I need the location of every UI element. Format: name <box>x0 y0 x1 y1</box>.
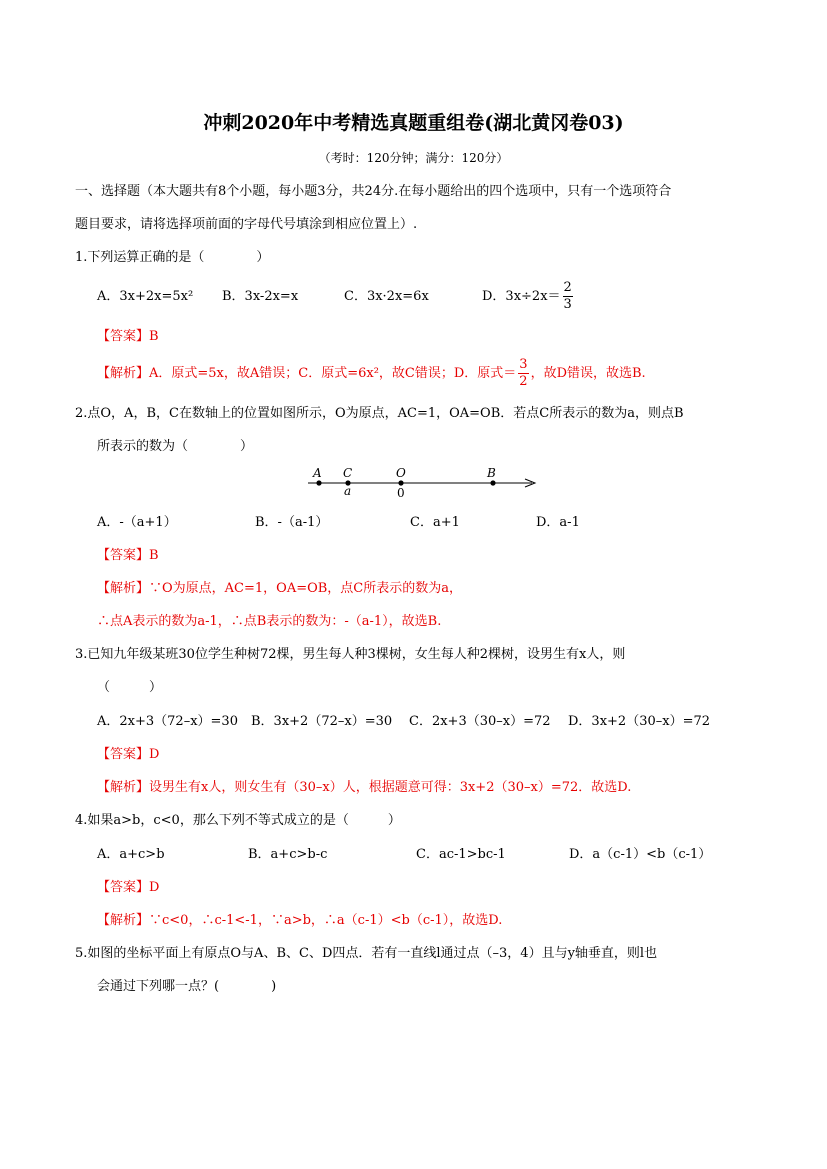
q3-option-b: B．3x+2（72–x）=30 <box>251 714 393 729</box>
fraction-numerator: 2 <box>563 280 572 295</box>
q1-option-a: A．3x+2x=5x² <box>97 289 194 304</box>
number-line-figure <box>300 462 550 502</box>
point-c-label: C <box>343 466 353 480</box>
q3-analysis: 【解析】设男生有x人，则女生有（30–x）人，根据题意可得：3x+2（30–x）=72．故选D. <box>97 780 632 795</box>
point-o-label: O <box>396 466 406 480</box>
q1-option-d-text: D．3x÷2x＝ <box>482 289 561 304</box>
q2-stem-line2: 所表示的数为（ ） <box>97 439 254 454</box>
q2-answer: 【答案】B <box>97 548 159 563</box>
point-b-label: B <box>487 466 496 480</box>
q1-analysis-fraction <box>518 357 528 390</box>
value-zero-label: 0 <box>397 486 405 500</box>
fraction-denominator: 2 <box>519 374 528 389</box>
q3-answer: 【答案】D <box>97 747 160 762</box>
q2-option-a: A．-（a+1） <box>97 515 177 530</box>
q3-option-d: D．3x+2（30–x）=72 <box>568 714 710 729</box>
section-instructions-line2: 题目要求，请将选择项前面的字母代号填涂到相应位置上）. <box>75 217 418 232</box>
q1-stem: 1.下列运算正确的是（ ） <box>75 250 270 265</box>
q2-analysis-line1: 【解析】∵O为原点，AC=1，OA=OB，点C所表示的数为a， <box>97 581 463 596</box>
q2-stem-line1: 2.点O，A，B，C在数轴上的位置如图所示，O为原点，AC=1，OA=OB．若点C所表示的数为a，则点B <box>75 406 684 421</box>
exam-info: （考时：120分钟；满分：120分） <box>318 151 509 165</box>
q1-option-b: B．3x-2x=x <box>222 289 299 304</box>
point-b-dot <box>490 480 495 485</box>
page-title: 冲刺2020年中考精选真题重组卷(湖北黄冈卷03) <box>203 112 624 134</box>
section-instructions-line1: 一、选择题（本大题共有8个小题，每小题3分，共24分.在每小题给出的四个选项中，只有一个选项符合 <box>75 184 672 199</box>
q1-option-d-fraction <box>563 280 573 313</box>
q5-stem-line1: 5.如图的坐标平面上有原点O与A、B、C、D四点．若有一直线l通过点（–3，4）且与y轴垂直，则l也 <box>75 946 658 961</box>
point-o-dot <box>398 480 403 485</box>
q3-option-c: C．2x+3（30–x）=72 <box>409 714 551 729</box>
q1-option-c: C．3x·2x=6x <box>344 289 429 304</box>
q4-stem: 4.如果a>b，c<0，那么下列不等式成立的是（ ） <box>75 813 401 828</box>
q1-analysis <box>97 355 646 393</box>
q1-option-d <box>482 278 575 316</box>
q3-option-a: A．2x+3（72–x）=30 <box>97 714 238 729</box>
point-a-label: A <box>313 466 322 480</box>
q4-answer: 【答案】D <box>97 880 160 895</box>
q4-option-a: A．a+c>b <box>97 847 165 862</box>
q1-answer: 【答案】B <box>97 329 159 344</box>
q2-analysis-line2: ∴点A表示的数为a-1，∴点B表示的数为：-（a-1），故选B. <box>97 614 442 629</box>
q2-option-b: B．-（a-1） <box>255 515 329 530</box>
q2-option-c: C．a+1 <box>410 515 460 530</box>
q1-analysis-suffix: ，故D错误，故选B. <box>530 366 646 381</box>
q4-analysis: 【解析】∵c<0，∴c-1<-1，∵a>b，∴a（c-1）<b（c-1），故选D. <box>97 913 503 928</box>
q4-option-c: C．ac-1>bc-1 <box>416 847 506 862</box>
q2-option-d: D．a-1 <box>536 515 580 530</box>
q5-stem-line2: 会通过下列哪一点？( ) <box>97 979 277 994</box>
point-a-dot <box>316 480 321 485</box>
q3-stem-line2: （ ） <box>97 680 163 695</box>
q4-option-b: B．a+c>b-c <box>248 847 328 862</box>
fraction-denominator: 3 <box>563 297 572 312</box>
fraction-numerator: 3 <box>519 357 528 372</box>
value-a-label: a <box>344 484 352 498</box>
q1-analysis-text: 【解析】A．原式=5x，故A错误；C．原式=6x²，故C错误；D．原式＝ <box>97 366 517 381</box>
q4-option-d: D．a（c-1）<b（c-1） <box>569 847 712 862</box>
q3-stem-line1: 3.已知九年级某班30位学生种树72棵，男生每人种3棵树，女生每人种2棵树，设男生有x人，则 <box>75 647 626 662</box>
